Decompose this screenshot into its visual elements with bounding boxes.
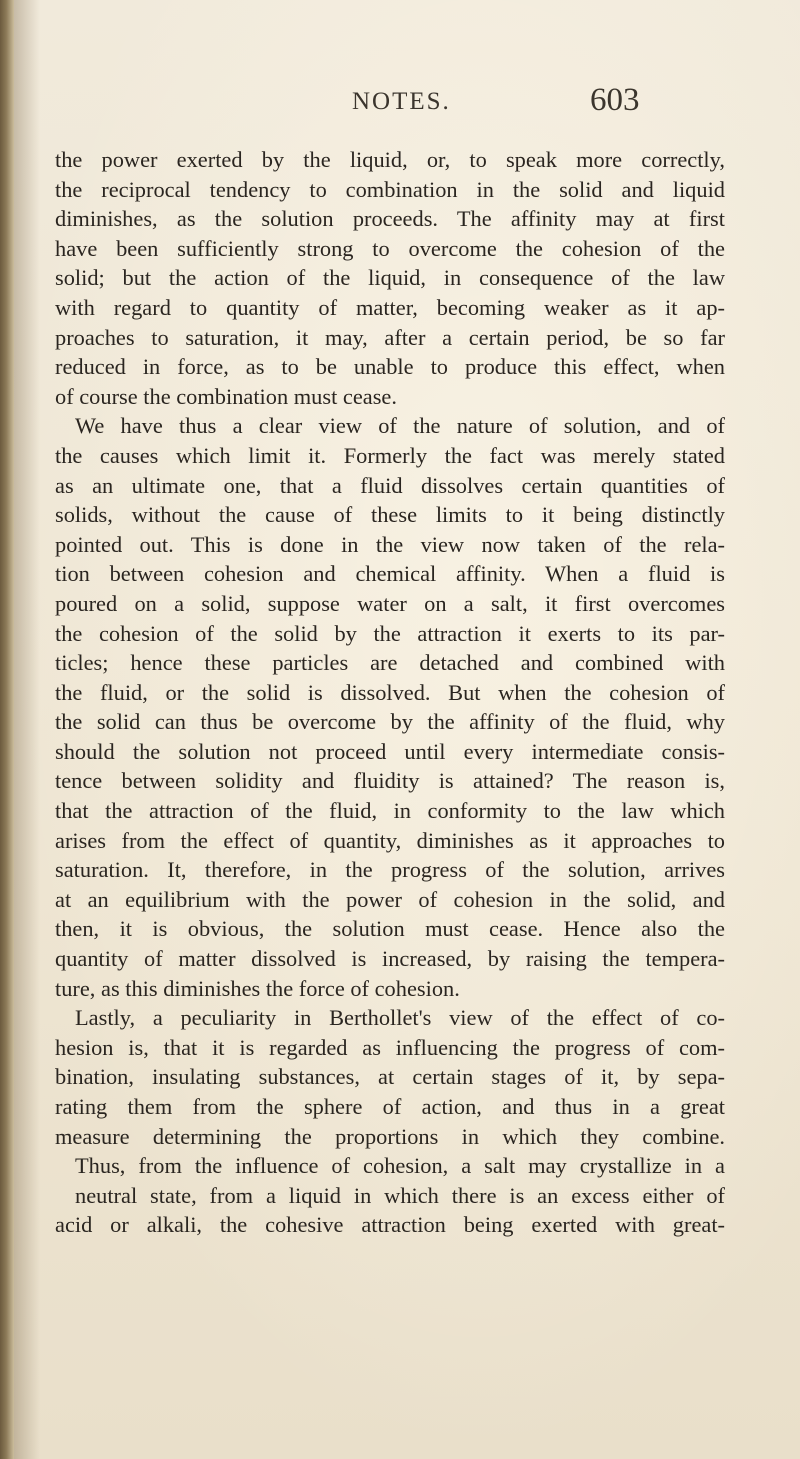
text-line: as an ultimate one, that a fluid dissolves certain quantities of: [55, 472, 725, 498]
text-line: that the attraction of the fluid, in conformity to the law which: [55, 798, 725, 824]
text-line: solid; but the action of the liquid, in consequence of the law: [55, 265, 725, 291]
binding-edge: [0, 0, 14, 1459]
text-line: reduced in force, as to be unable to produce this effect, when: [55, 354, 725, 380]
text-line: bination, insulating substances, at certain stages of it, by sepa-: [55, 1064, 725, 1090]
text-line: Thus, from the influence of cohesion, a salt may crystallize in a: [75, 1153, 725, 1179]
running-head: [0, 82, 800, 128]
text-line: the causes which limit it. Formerly the fact was merely stated: [55, 442, 725, 468]
text-line: rating them from the sphere of action, and thus in a great: [55, 1094, 725, 1119]
text-line: the power exerted by the liquid, or, to speak more correctly,: [55, 147, 725, 172]
text-line: hesion is, that it is regarded as influencing the progress of com-: [55, 1034, 725, 1060]
text-line: measure determining the proportions in which they combine.: [55, 1123, 725, 1149]
text-line: tion between cohesion and chemical affinity. When a fluid is: [55, 561, 725, 587]
text-line: the cohesion of the solid by the attraction it exerts to its par-: [55, 620, 725, 646]
text-line: neutral state, from a liquid in which there is an excess either of: [75, 1182, 725, 1208]
text-line: with regard to quantity of matter, becoming weaker as it ap-: [55, 294, 725, 320]
text-line: ticles; hence these particles are detached and combined with: [55, 650, 725, 676]
text-line: pointed out. This is done in the view now taken of the rela-: [55, 531, 725, 557]
text-line: saturation. It, therefore, in the progress of the solution, arrives: [55, 857, 725, 883]
text-line: quantity of matter dissolved is increased, by raising the tempera-: [55, 946, 725, 972]
text-line: the reciprocal tendency to combination in the solid and liquid: [55, 176, 725, 202]
text-line: then, it is obvious, the solution must cease. Hence also the: [55, 916, 725, 942]
page-number: 603: [590, 82, 640, 118]
text-line: proaches to saturation, it may, after a certain period, be so far: [55, 324, 725, 350]
paragraph-start-line: Lastly, a peculiarity in Berthollet's view of the effect of co-: [75, 1005, 725, 1031]
text-line: ture, as this diminishes the force of cohesion.: [55, 975, 460, 1001]
text-line: at an equilibrium with the power of cohesion in the solid, and: [55, 886, 725, 912]
body-text: [55, 145, 725, 1240]
text-line: acid or alkali, the cohesive attraction being exerted with great-: [55, 1212, 725, 1238]
text-line: diminishes, as the solution proceeds. The affinity may at first: [55, 206, 725, 232]
text-line: should the solution not proceed until every intermediate consis-: [55, 738, 725, 764]
text-line: arises from the effect of quantity, diminishes as it approaches to: [55, 827, 725, 853]
text-line: the solid can thus be overcome by the affinity of the fluid, why: [55, 709, 725, 735]
text-line: poured on a solid, suppose water on a salt, it first overcomes: [55, 590, 725, 616]
text-line: of course the combination must cease.: [55, 383, 397, 409]
paragraph-start-line: We have thus a clear view of the nature of solution, and of: [75, 413, 725, 439]
text-line: solids, without the cause of these limits to it being distinctly: [55, 502, 725, 528]
text-line: the fluid, or the solid is dissolved. But when the cohesion of: [55, 679, 725, 705]
running-head-title: NOTES.: [352, 88, 451, 115]
binding-shadow: [14, 0, 40, 1459]
text-line: tence between solidity and fluidity is attained? The reason is,: [55, 768, 725, 794]
text-line: have been sufficiently strong to overcome the cohesion of the: [55, 235, 725, 261]
